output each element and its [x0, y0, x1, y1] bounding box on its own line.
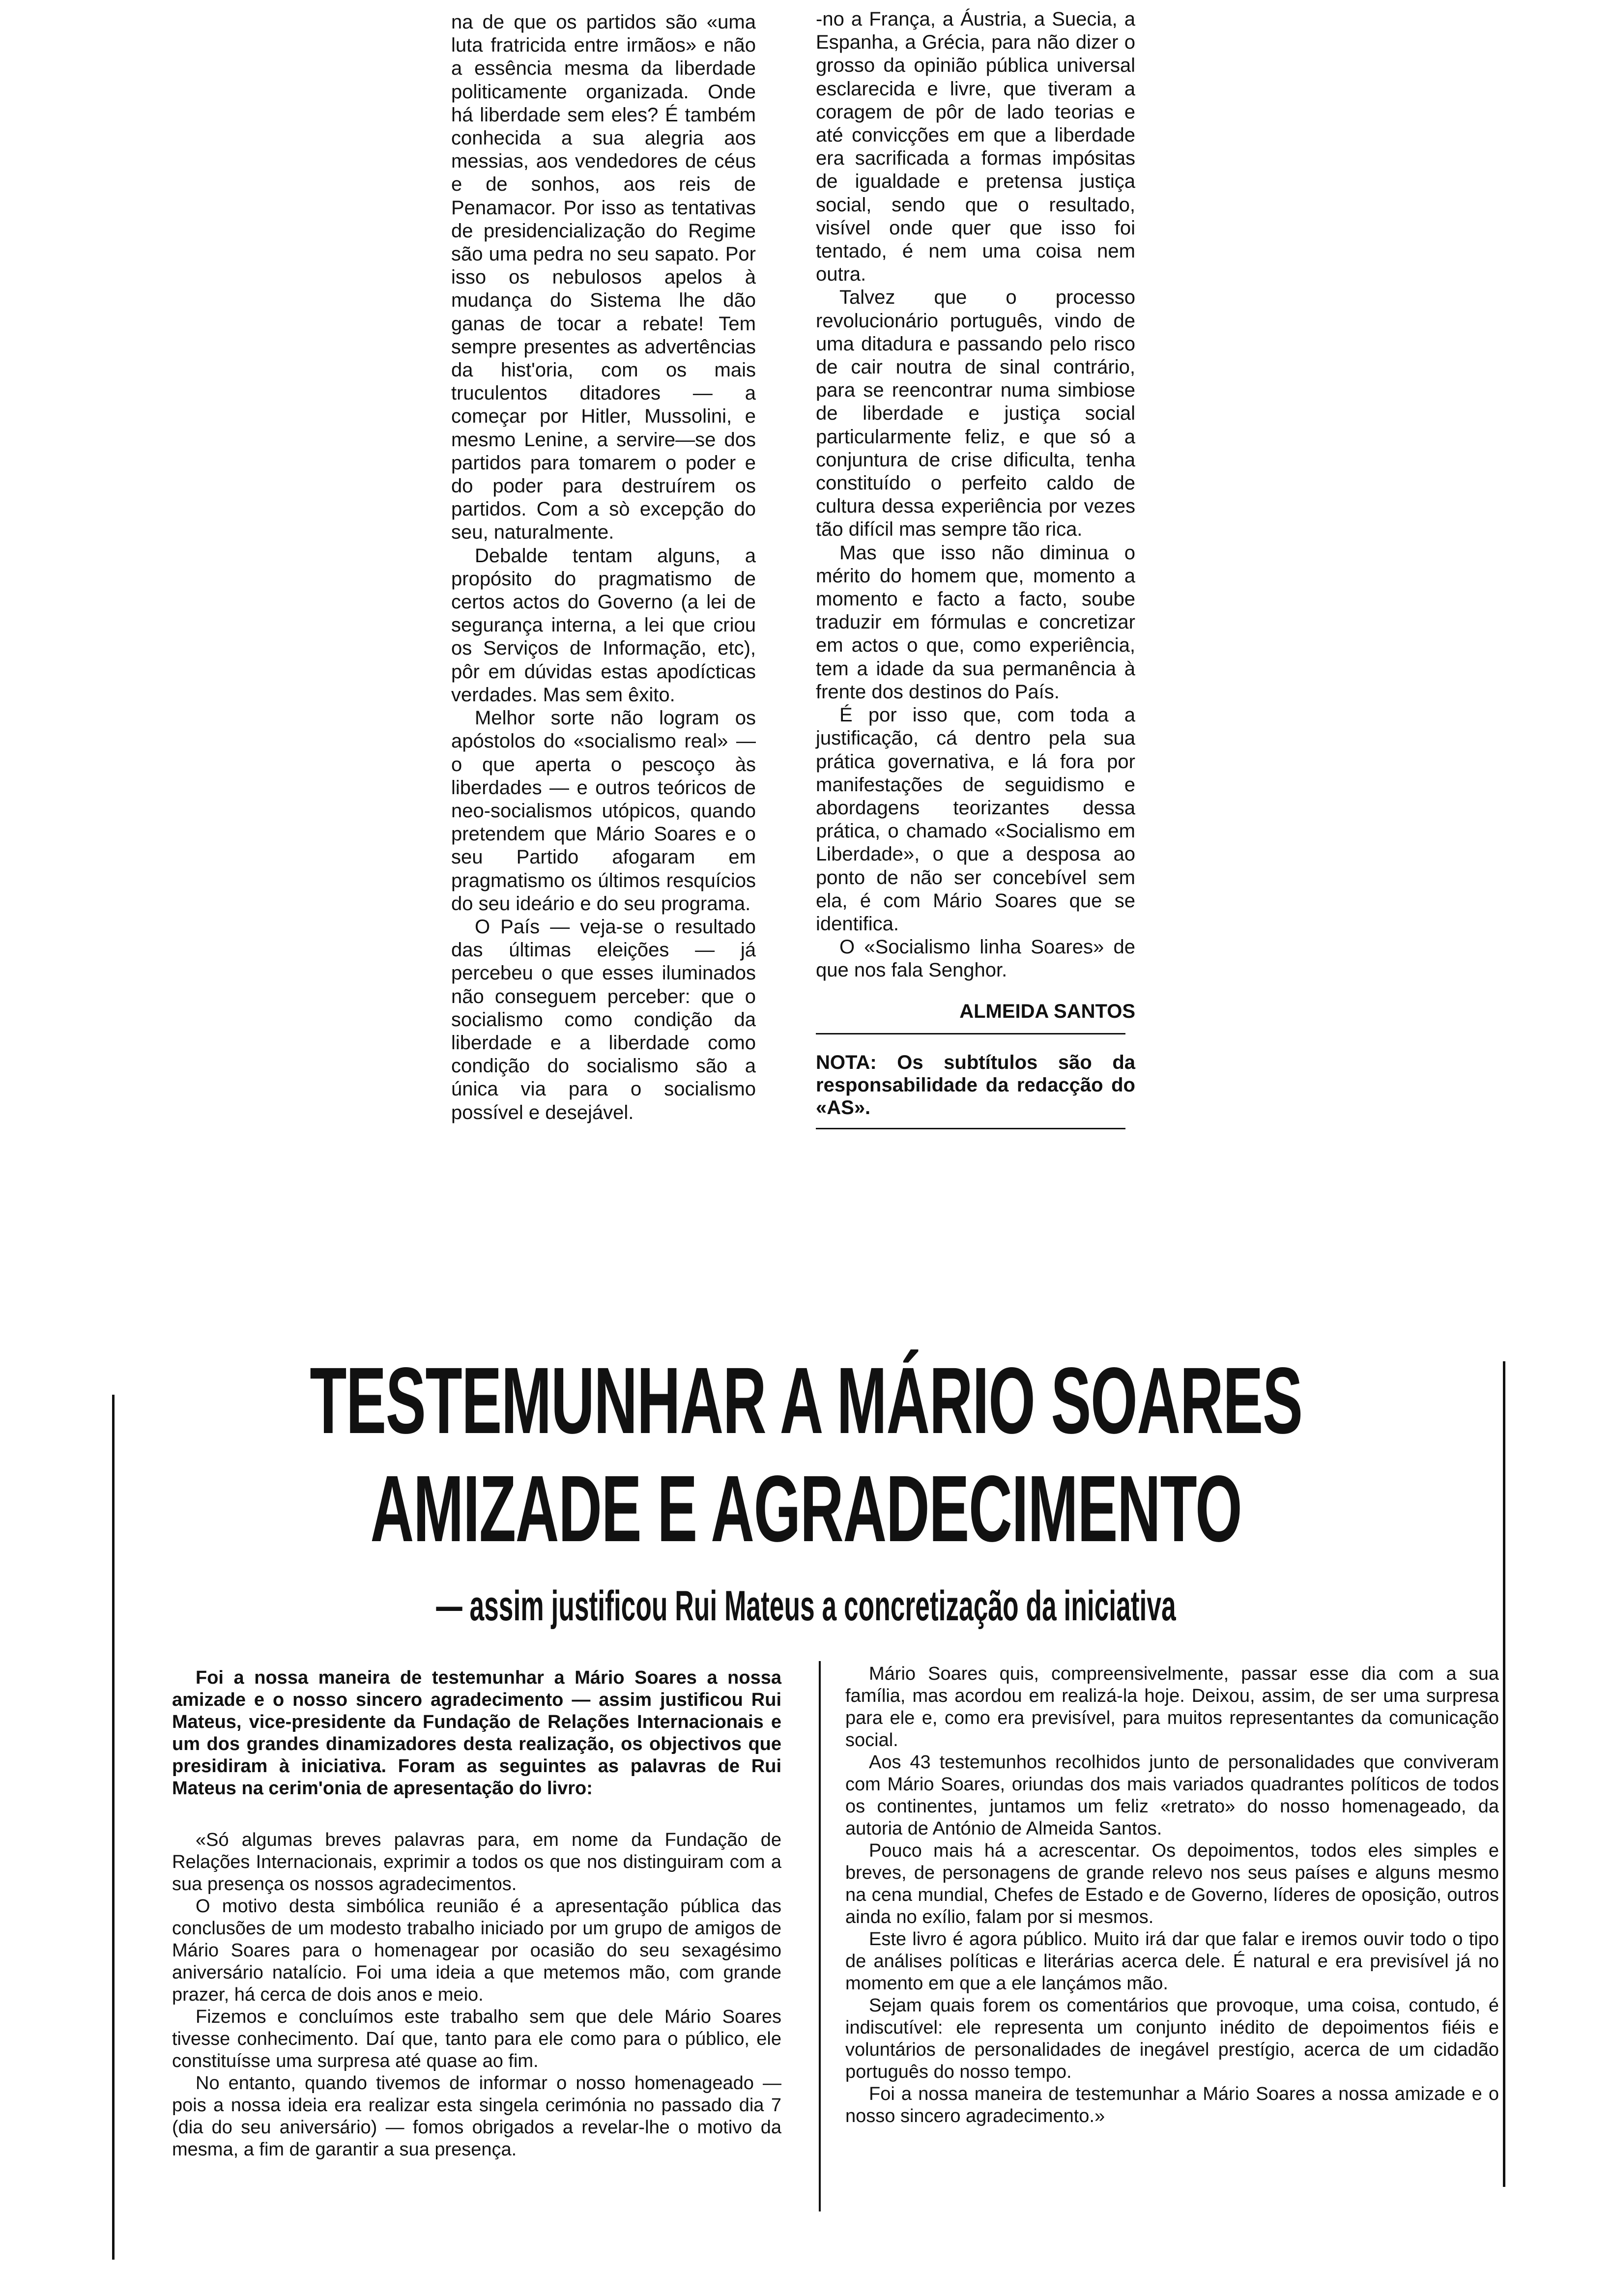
left-frame-rule: [112, 1395, 115, 2260]
paragraph: Este livro é agora público. Muito irá dar que falar e iremos ouvir todo o tipo de análises políticas e literárias acerca dele. É natural e era previsível já no momento em que a ele lançámos mão.: [845, 1929, 1499, 1994]
paragraph: «Só algumas breves palavras para, em nome da Fundação de Relações Internacionais, exprimir a todos os que nos distinguiram com a sua presença os nossos agradecimentos.: [172, 1830, 781, 1894]
right-frame-rule: [1503, 1361, 1505, 2187]
paragraph: É por isso que, com toda a justificação, cá dentro pela sua prática governativa, e lá fora por manifestações de seguidismo e abordagens teorizantes dessa prática, o chamado «Socialismo em Liberdade», o que a desposa ao ponto de não ser concebível sem ela, é com Mário Soares que se identifica.: [816, 704, 1135, 935]
paragraph: Pouco mais há a acrescentar. Os depoimentos, todos eles simples e breves, de personagens de grande relevo nos seus países e alguns mesmo na cena mundial, Chefes de Estado e de Governo, líderes de oposição, outros ainda no exílio, falam por si mesmos.: [845, 1840, 1499, 1927]
paragraph: Aos 43 testemunhos recolhidos junto de personalidades que conviveram com Mário Soares, oriundas dos mais variados quadrantes políticos de todos os continentes, juntamos um feliz «retrato» do nosso homenageado, da autoria de António de Almeida Santos.: [845, 1752, 1499, 1839]
paragraph: na de que os partidos são «uma luta fratricida entre irmãos» e não a essência mesma da liberdade politicamente organizada. Onde há liberdade sem eles? É também conhecida a sua alegria aos messias, aos vendedores de céus e de sonhos, aos reis de Penamacor. Por isso as tentativas de presidencialização do Regime são uma pedra no seu sapato. Por isso os nebulosos apelos à mudança do Sistema lhe dão ganas de tocar a rebate! Tem sempre presentes as advertências da hist'oria, com os mais truculentos ditadores — a começar por Hitler, Mussolini, e mesmo Lenine, a servire—se dos partidos para tomarem o poder e do poder para destruírem os partidos. Com a sò excepção do seu, naturalmente.: [451, 11, 756, 544]
paragraph: Mário Soares quis, compreensivelmente, passar esse dia com a sua família, mas acordou em realizá-la hoje. Deixou, assim, de ser uma surpresa para ele e, como era previsível, para muitos representantes da comunicação social.: [845, 1664, 1499, 1751]
editor-note: NOTA: Os subtítulos são da responsabilidade da redacção do «AS».: [816, 1051, 1135, 1119]
paragraph: No entanto, quando tivemos de informar o nosso homenageado — pois a nossa ideia era realizar esta singela cerimónia no passado dia 7 (dia do seu aniversário) — fomos obrigados a revelar-lhe o motivo da mesma, a fim de garantir a sua presença.: [172, 2073, 781, 2160]
top-right-column: [816, 8, 1135, 1129]
author-signature: ALMEIDA SANTOS: [959, 1000, 1135, 1022]
lede-paragraph: Foi a nossa maneira de testemunhar a Mário Soares a nossa amizade e o nosso sincero agradecimento — assim justificou Rui Mateus, vice-presidente da Fundação de Relações Internacionais e um dos grandes dinamizadores desta realização, os objectivos que presidiram à iniciativa. Foram as seguintes as palavras de Rui Mateus na cerim'onia de apresentação do livro:: [172, 1667, 781, 1799]
paragraph: O País — veja-se o resultado das últimas eleições — já percebeu o que esses iluminados não conseguem perceber: que o socialismo como condição da liberdade e a liberdade como condição do socialismo são a única via para o socialismo possível e desejável.: [451, 916, 756, 1123]
paragraph: Mas que isso não diminua o mérito do homem que, momento a momento e facto a facto, soube traduzir em fórmulas e concretizar em actos o que, como experiência, tem a idade da sua permanência à frente dos destinos do País.: [816, 542, 1135, 703]
headline-line-2: AMIZADE E AGRADECIMENTO: [370, 1456, 1242, 1561]
paragraph: O motivo desta simbólica reunião é a apresentação pública das conclusões de um modesto trabalho iniciado por um grupo de amigos de Mário Soares para o homenagear por ocasião do seu sexagésimo aniversário natalício. Foi uma ideia a que metemos mão, com grande prazer, há cerca de dois anos e meio.: [172, 1896, 781, 2005]
divider: [816, 1128, 1125, 1129]
headline-line-1: TESTEMUNHAR A MÁRIO SOARES: [310, 1348, 1302, 1453]
bottom-right-column: [845, 1663, 1499, 2127]
paragraph: -no a França, a Áustria, a Suecia, a Espanha, a Grécia, para não dizer o grosso da opinião pública universal esclarecida e livre, que tiveram a coragem de pôr de lado teorias e até convicções em que a liberdade era sacrificada a formas impósitas de igualdade e pretensa justiça social, sendo que o resultado, visível onde quer que isso foi tentado, é nem uma coisa nem outra.: [816, 8, 1135, 286]
paragraph: Foi a nossa maneira de testemunhar a Mário Soares a nossa amizade e o nosso sincero agradecimento.»: [845, 2084, 1499, 2126]
bottom-left-column: [172, 1667, 781, 2161]
top-left-column: [451, 11, 756, 1124]
paragraph: O «Socialismo linha Soares» de que nos fala Senghor.: [816, 936, 1135, 981]
paragraph: Debalde tentam alguns, a propósito do pragmatismo de certos actos do Governo (a lei de segurança interna, a lei que criou os Serviços de Informação, etc), pôr em dúvidas estas apodícticas verdades. Mas sem êxito.: [451, 545, 756, 706]
divider: [816, 1033, 1125, 1034]
paragraph: Melhor sorte não logram os apóstolos do «socialismo real» — o que aperta o pescoço às liberdades — e outros teóricos de neo-socialismos utópicos, quando pretendem que Mário Soares e o seu Partido afogaram em pragmatismo os últimos resquícios do seu ideário e do seu programa.: [451, 707, 756, 915]
paragraph: Fizemos e concluímos este trabalho sem que dele Mário Soares tivesse conhecimento. Daí que, tanto para ele como para o público, ele constituísse uma surpresa até quase ao fim.: [172, 2007, 781, 2071]
paragraph: Talvez que o processo revolucionário português, vindo de uma ditadura e passando pelo risco de cair noutra de sinal contrário, para se reencontrar numa simbiose de liberdade e justiça social particularmente feliz, e que só a conjuntura de crise dificulta, tenha constituído o perfeito caldo de cultura dessa experiência por vezes tão difícil mas sempre tão rica.: [816, 287, 1135, 541]
subheadline: — assim justificou Rui Mateus a concretização da iniciativa: [436, 1582, 1176, 1630]
column-divider: [819, 1661, 821, 2211]
paragraph: Sejam quais forem os comentários que provoque, uma coisa, contudo, é indiscutível: ele representa um conjunto inédito de depoimentos fiéis e voluntários de personalidades de inegável prestígio, acerca de um cidadão português do nosso tempo.: [845, 1995, 1499, 2082]
